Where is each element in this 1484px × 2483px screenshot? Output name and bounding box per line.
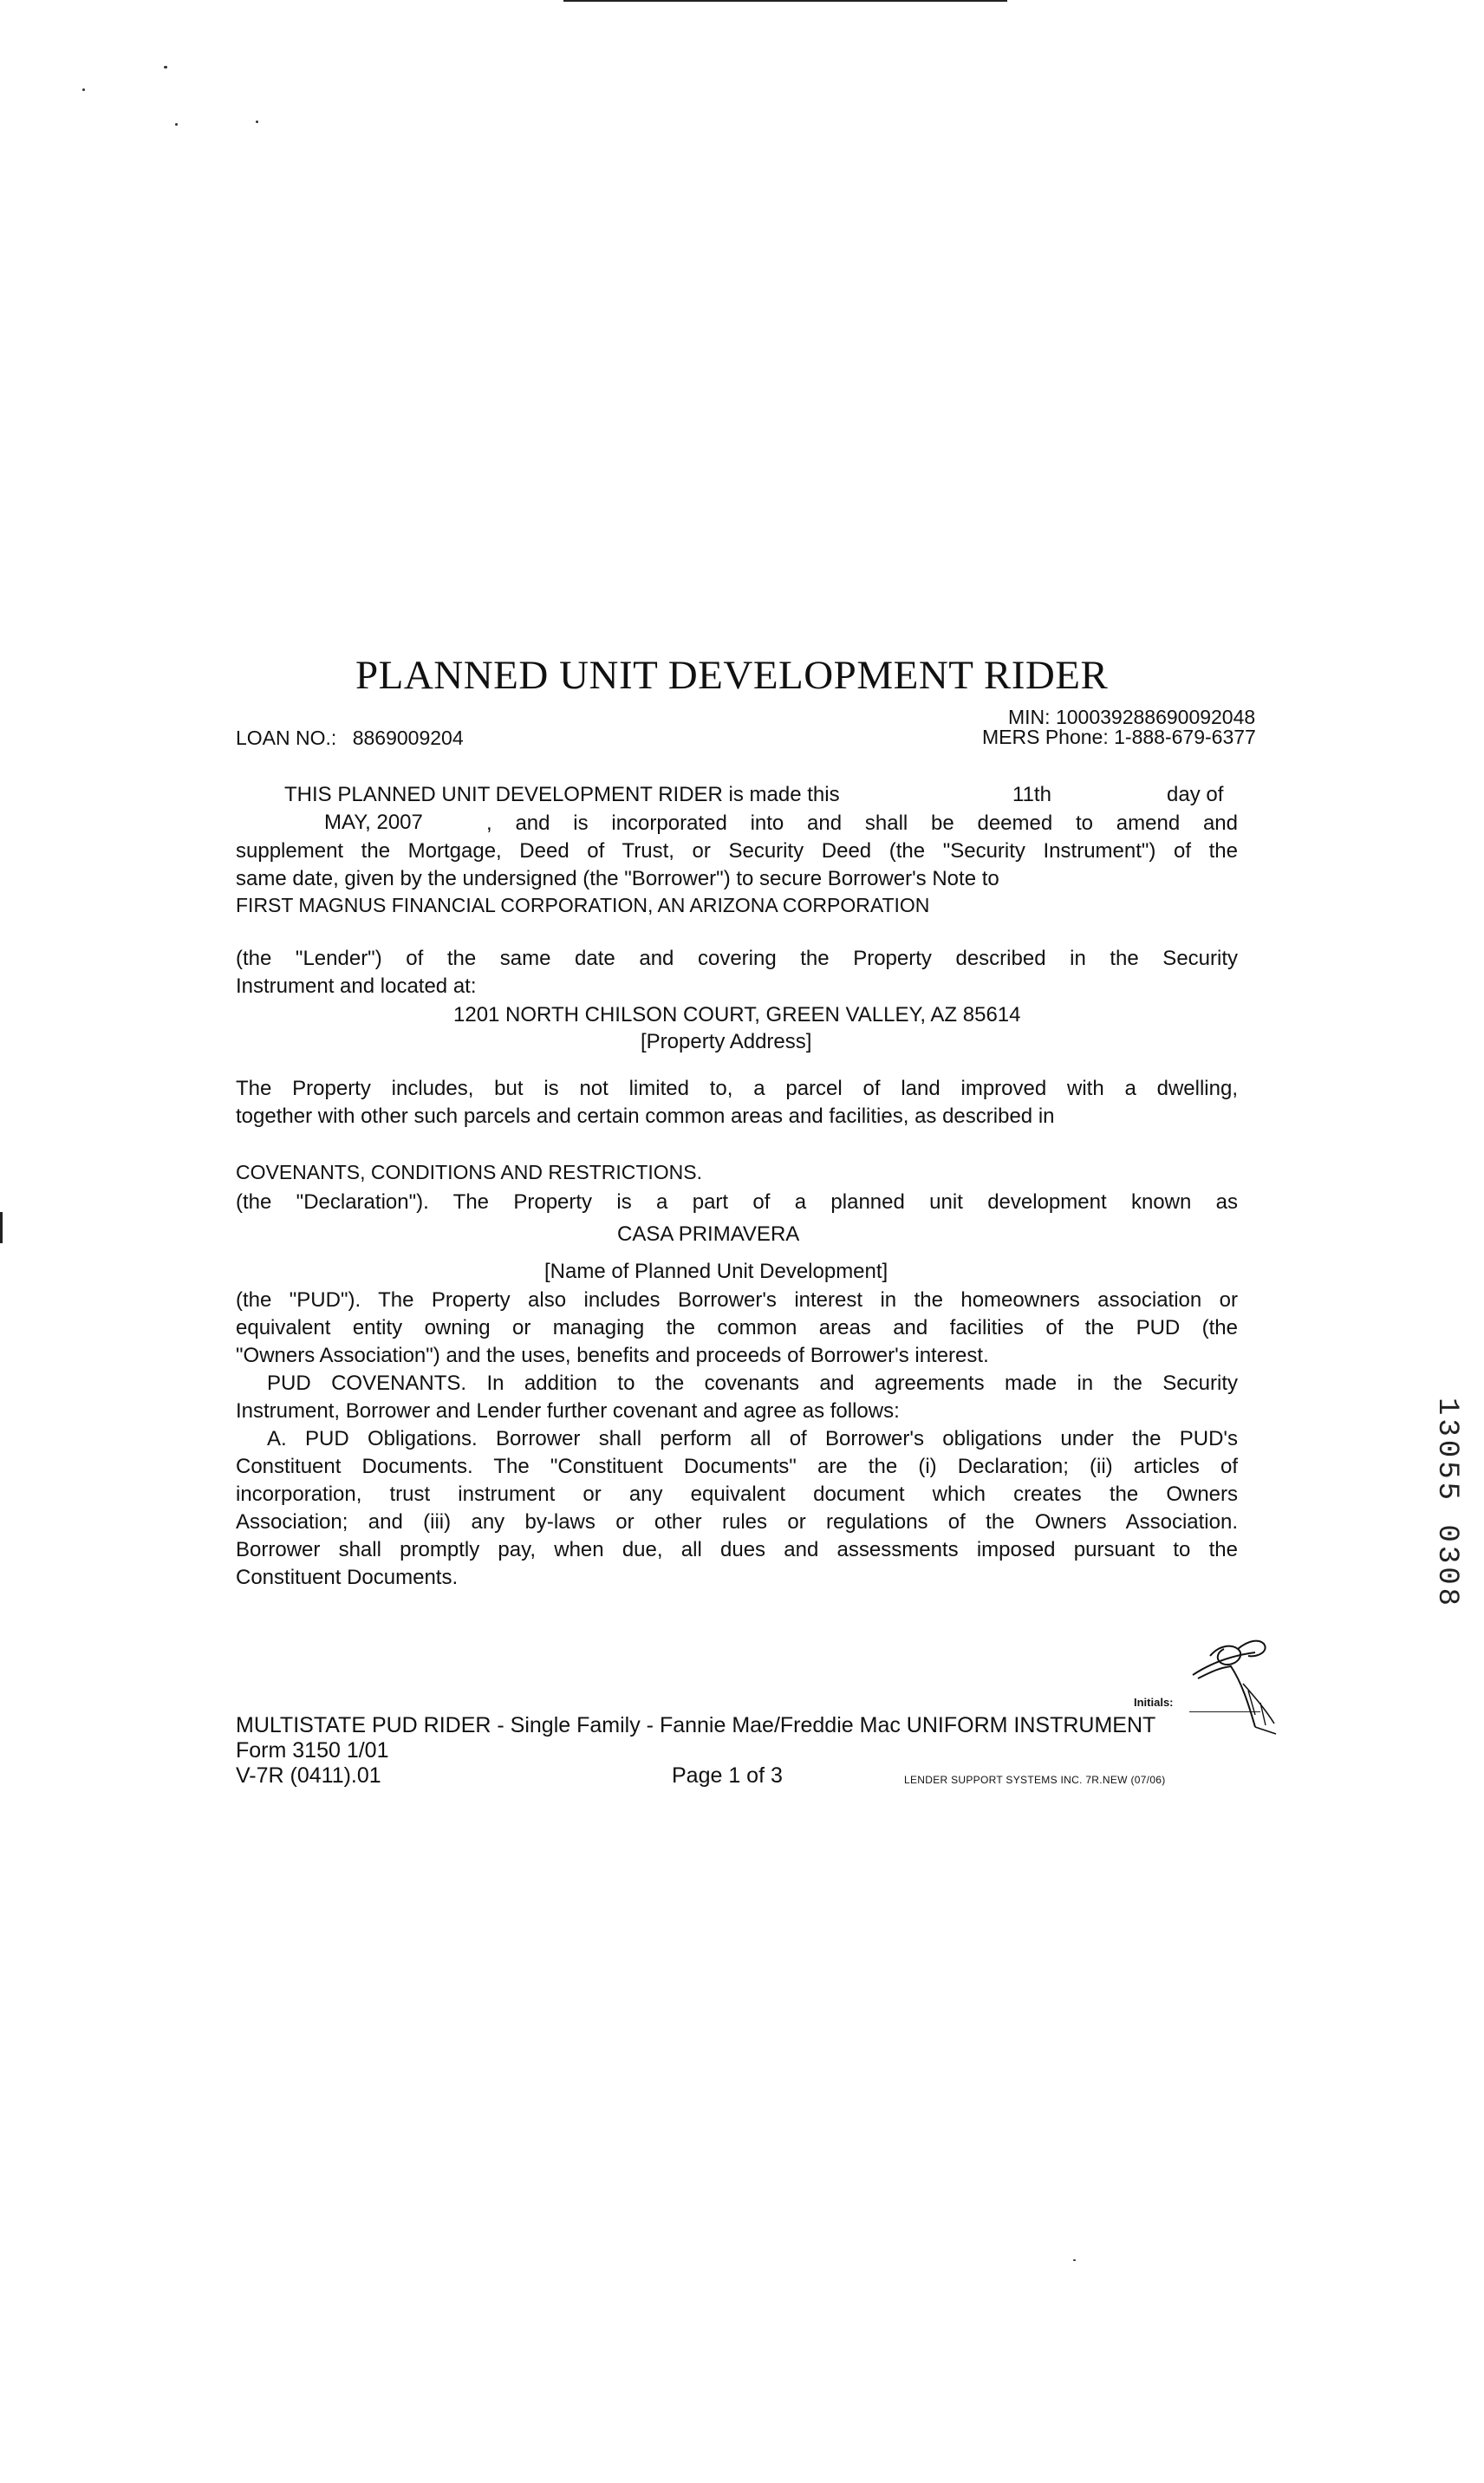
scan-speck bbox=[175, 123, 178, 126]
covenants-line-1: PUD COVENANTS. In addition to the covenants and agreements made in the Security bbox=[267, 1372, 1238, 1395]
declaration-name: COVENANTS, CONDITIONS AND RESTRICTIONS. bbox=[236, 1161, 702, 1183]
property-address: 1201 NORTH CHILSON COURT, GREEN VALLEY, AZ 85614 bbox=[453, 1003, 1021, 1026]
property-paragraph: The Property includes, but is not limited to, a parcel of land improved with a dwelling, together with other such parcels and certain common areas and facilities, as described in bbox=[236, 1077, 1238, 1128]
scan-speck bbox=[256, 121, 258, 123]
left-edge-mark bbox=[0, 1212, 3, 1243]
initials-label: Initials: bbox=[1134, 1696, 1174, 1709]
loan-number: 8869009204 bbox=[352, 727, 464, 749]
intro-line-2: , and is incorporated into and shall be deemed to amend and bbox=[486, 811, 1238, 835]
lender-paragraph: (the "Lender") of the same date and covering the Property described in the Security Instrument and located at: bbox=[236, 947, 1238, 998]
lender-name: FIRST MAGNUS FINANCIAL CORPORATION, AN ARIZONA CORPORATION bbox=[236, 894, 930, 916]
declaration-paragraph: (the "Declaration"). The Property is a part of a planned unit development known as bbox=[236, 1190, 1238, 1214]
pud-name: CASA PRIMAVERA bbox=[617, 1222, 800, 1246]
footer-form-number: Form 3150 1/01 bbox=[236, 1738, 389, 1763]
covenants-paragraph: Instrument, Borrower and Lender further covenant and agree as follows: bbox=[236, 1399, 900, 1423]
scan-speck bbox=[82, 88, 85, 91]
initials-signature bbox=[1158, 1630, 1281, 1741]
rider-day: 11th bbox=[1012, 783, 1051, 806]
rider-date: MAY, 2007 bbox=[324, 811, 423, 834]
footer-form-code: V-7R (0411).01 bbox=[236, 1763, 381, 1788]
intro-paragraph: supplement the Mortgage, Deed of Trust, or Security Deed (the "Security Instrument") of the same date, given by the undersigned (the "Borrower") to secure Borrower's Note to bbox=[236, 839, 1238, 890]
loan-number-label: LOAN NO.: bbox=[236, 727, 337, 749]
top-scan-rule bbox=[563, 0, 1007, 2]
property-address-caption: [Property Address] bbox=[641, 1030, 812, 1053]
pud-paragraph: (the "PUD"). The Property also includes Borrower's interest in the homeowners association or equivalent entity owning or managing the common areas and facilities of the PUD (the "Owners Association") and the uses, benefits and proceeds of Borrower's interest. bbox=[236, 1288, 1238, 1367]
pud-name-caption: [Name of Planned Unit Development] bbox=[544, 1260, 888, 1283]
scan-speck bbox=[164, 66, 167, 68]
intro-line-1a: THIS PLANNED UNIT DEVELOPMENT RIDER is made this bbox=[284, 783, 840, 806]
scan-speck bbox=[1073, 2259, 1076, 2261]
mers-phone: MERS Phone: 1-888-679-6377 bbox=[982, 726, 1256, 748]
initials-block bbox=[1134, 1630, 1281, 1743]
loan-number-line bbox=[236, 727, 464, 750]
recording-stamp bbox=[1429, 1398, 1463, 1666]
obligations-line-1: A. PUD Obligations. Borrower shall perform all of Borrower's obligations under the PUD's bbox=[267, 1427, 1238, 1450]
intro-line-1b: day of bbox=[1167, 783, 1224, 806]
min-number: MIN: 100039288690092048 bbox=[1008, 706, 1256, 728]
vendor-note: LENDER SUPPORT SYSTEMS INC. 7R.NEW (07/06) bbox=[904, 1774, 1166, 1786]
page-number: Page 1 of 3 bbox=[672, 1763, 783, 1788]
document-title: PLANNED UNIT DEVELOPMENT RIDER bbox=[355, 653, 1109, 698]
recording-number: 13055 0308 bbox=[1430, 1398, 1463, 1610]
obligations-paragraph: Constituent Documents. The "Constituent Documents" are the (i) Declaration; (ii) articles of incorporation, trust instrument or any equivalent document which creates the Owners Association; and (iii) any by-laws or other rules or regulations of the Owners Association. Borrower shall promptly pay, when due, all dues and assessments imposed pursuant to the Constituent Documents. bbox=[236, 1455, 1238, 1589]
footer-form-title: MULTISTATE PUD RIDER - Single Family - Fannie Mae/Freddie Mac UNIFORM INSTRUMENT bbox=[236, 1713, 1156, 1737]
